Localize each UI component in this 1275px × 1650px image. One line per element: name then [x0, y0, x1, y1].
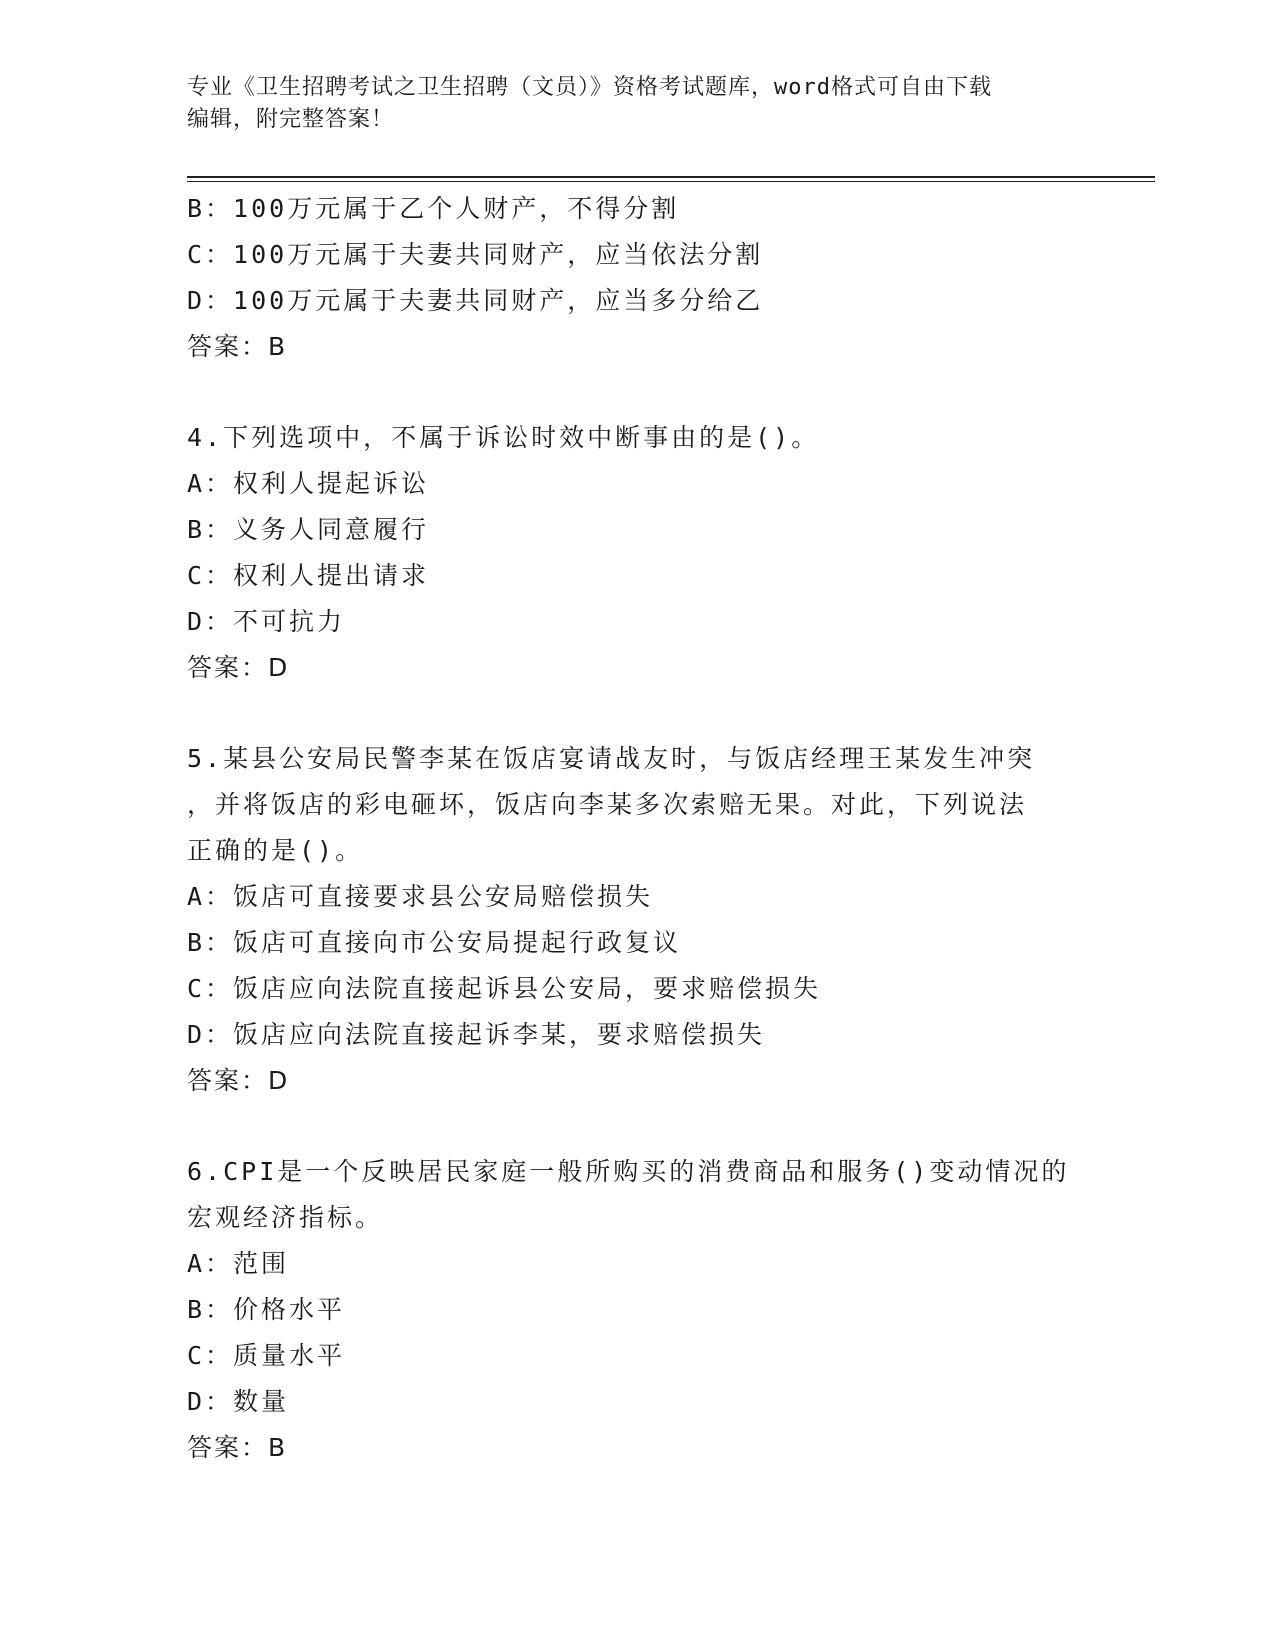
question-6-block [187, 1149, 1087, 1471]
question-list [187, 186, 1087, 1471]
answer-line: 答案：B [187, 332, 288, 361]
option-d: D：不可抗力 [187, 607, 346, 636]
spacer [187, 370, 1087, 415]
option-b: B：义务人同意履行 [187, 515, 430, 544]
question-text-line-2: ，并将饭店的彩电砸坏，饭店向李某多次索赔无果。对此，下列说法 [187, 790, 1028, 819]
option-c: C：权利人提出请求 [187, 561, 430, 590]
option-b: B：价格水平 [187, 1295, 346, 1324]
spacer [187, 691, 1087, 736]
header-divider-thin [187, 181, 1155, 182]
question-text-line-2: 宏观经济指标。 [187, 1203, 384, 1232]
question-text-line-1: 5.某县公安局民警李某在饭店宴请战友时，与饭店经理王某发生冲突 [187, 744, 1036, 773]
question-text: 4.下列选项中，不属于诉讼时效中断事由的是()。 [187, 423, 820, 452]
option-b: B：100万元属于乙个人财产，不得分割 [187, 194, 680, 223]
answer-line: 答案：D [187, 1066, 290, 1095]
answer-line: 答案：B [187, 1433, 288, 1462]
option-a: A：范围 [187, 1249, 290, 1278]
question-4-block [187, 415, 1087, 691]
option-c: C：质量水平 [187, 1341, 346, 1370]
option-a: A：权利人提起诉讼 [187, 469, 430, 498]
option-d: D：饭店应向法院直接起诉李某，要求赔偿损失 [187, 1020, 766, 1049]
option-b: B：饭店可直接向市公安局提起行政复议 [187, 928, 682, 957]
option-c: C：饭店应向法院直接起诉县公安局，要求赔偿损失 [187, 974, 822, 1003]
option-c: C：100万元属于夫妻共同财产，应当依法分割 [187, 240, 764, 269]
spacer [187, 1104, 1087, 1149]
question-3-block [187, 186, 1087, 370]
option-a: A：饭店可直接要求县公安局赔偿损失 [187, 882, 654, 911]
question-5-block [187, 736, 1087, 1104]
option-d: D：数量 [187, 1387, 290, 1416]
header-divider-thick [187, 176, 1155, 178]
option-d: D：100万元属于夫妻共同财产，应当多分给乙 [187, 286, 764, 315]
header-line-1: 专业《卫生招聘考试之卫生招聘（文员）》资格考试题库，word格式可自由下载 [187, 75, 992, 100]
answer-line: 答案：D [187, 653, 290, 682]
header-line-2: 编辑，附完整答案！ [187, 107, 395, 132]
question-text-line-3: 正确的是()。 [187, 836, 364, 865]
question-text-line-1: 6.CPI是一个反映居民家庭一般所购买的消费商品和服务()变动情况的 [187, 1157, 1070, 1186]
document-header [187, 72, 1067, 136]
